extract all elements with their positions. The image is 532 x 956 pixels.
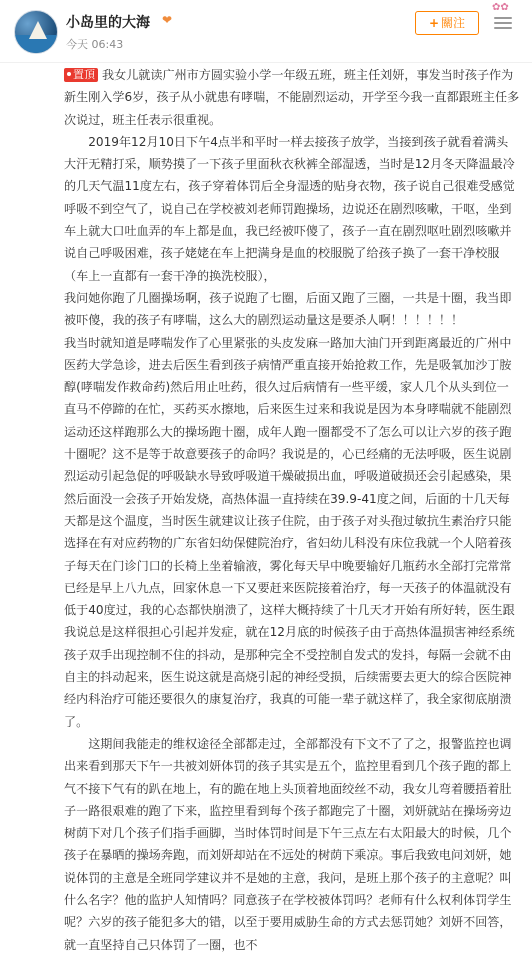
post-paragraph: 我问她你跑了几圈操场啊，孩子说跑了七圈，后面又跑了三圈，一共是十圈，我当即被吓傻，我的孩子有哮喘，这么大的剧烈运动量这是要杀人啊！！！！！！ [64,290,512,328]
plus-icon: + [428,16,440,30]
avatar[interactable] [14,10,58,54]
post-paragraph: 这期间我能走的维权途径全部都走过，全部都没有下文不了了之，报警监控也调出来看到那天下午一共被刘妍体罚的孩子其实是五个，监控里看到几个孩子跑的都上气不接下气有的趴在地上，有的跪在地上头顶着地面绞丝不动，我女儿弯着腰捂着肚子一路很艰难的跑了下来，监控里看到每个孩子都跑完了十圈，刘妍就站在操场旁边树荫下对几个孩子们指手画脚，当时体罚时间是下午三点左右太阳最大的时候，几个孩子在暴晒的操场奔跑，而刘妍却站在不远处的树荫下乘凉。事后我致电问刘妍，她说体罚的主意是全班同学建议并不是她的主意，我问，是班上那个孩子的主意呢？叫什么名字？他的监护人知情吗？同意孩子在学校被体罚吗？老师有什么权利体罚学生呢？六岁的孩子能犯多大的错，以至于要用威胁生命的方式去惩罚她？刘妍不回答，就一直坚持自己只体罚了一圈，也不 [64,736,512,952]
post-paragraph: 我当时就知道是哮喘发作了心里紧张的头皮发麻一路加大油门开到距离最近的广州中医药大学急诊，进去后医生看到孩子病情严重直接开始抢救工作，先是吸氧加沙丁胺醇(哮喘发作救命药)然后用止吐药，很久过后病情有一些平缓，家人几个从头到位一直马不停蹄的在忙，买药买水擦地，后来医生过来和我说是因为本身哮喘就不能剧烈运动还这样跑那么大的操场跑十圈，成年人跑一圈都受不了怎么可以让六岁的孩子跑十圈呢？这不是等于故意要孩子的命吗？我说是的，心已经痛的无法呼吸，医生说剧烈运动引起急促的呼吸缺水导致呼吸道干燥破损出血，呼吸道破损还会引起感染，果然后面没一会孩子开始发烧，高热体温一直持续在39.9-41度之间，后面的十几天每天都是这个温度，当时医生就建议让孩子住院，由于孩子对头孢过敏抗生素治疗只能选择在有对应药物的广东省妇幼保健院治疗，省妇幼儿科没有床位我就一个人陪着孩子每天在门诊门口的长椅上坐着输液，雾化每天早中晚要输好几瓶药水全部打完常常已经是早上八九点，回家休息一下又要赶来医院接着治疗，每一天孩子的体温就没有低于40度过，我的心态都快崩溃了，这样大概持续了十几天才开始有所好转，医生跟我说总是这样很担心引起并发症，就在12月底的时候孩子由于高热体温损害神经系统孩子双手出现控制不住的抖动，是那种完全不受控制自发式的发抖，每隔一会就不由自主的抖动起来，医生说这就是高烧引起的神经受损，后续需要去更大的综合医院神经内科治疗可能还要很久的康复治疗，我真的可能一辈子就这样了，我全家彻底崩溃了。 [64,335,515,729]
follow-label: 關注 [441,16,466,30]
post-header [0,0,532,63]
avatar-sail [29,21,47,39]
vip-badge-icon: ❤ [162,13,173,27]
paragraph-text: 我女儿就读广州市方圆实验小学一年级五班，班主任刘妍，事发当时孩子作为新生刚入学6岁，孩子从小就患有哮喘，不能剧烈运动，开学至今我一直都跟班主任多次说过，班主任表示很重视。 [64,68,520,127]
post-paragraph: 2019年12月10日下午4点半和平时一样去接孩子放学，当接到孩子就看着满头大汗无精打采，顺势摸了一下孩子里面秋衣秋裤全部湿透，当时是12月冬天降温最冷的几天气温11度左右，孩子穿着体罚后全身湿透的贴身衣物，孩子说自己很难受感觉呼吸不到空气了，说自己在学校被刘老师罚跑操场，边说还在剧烈咳嗽，干呕，坐到车上就大口吐血弄的车上都是血，我已经被吓傻了，孩子一直在剧烈呕吐剧烈咳嗽并说自己呼吸困难，孩子姥姥在车上把满身是血的校服脱了给孩子换了一套干净校服（车上一直都有一套干净的换洗校服）， [64,134,515,283]
pinned-badge [64,68,98,82]
more-menu-icon[interactable] [486,14,520,36]
follow-button[interactable] [415,11,479,35]
pin-icon [67,72,71,76]
author-name[interactable]: 小岛里的大海 [66,15,150,31]
post-time: 今天 06:43 [66,38,124,51]
post-paragraph [64,64,520,131]
pinned-label: 置頂 [73,68,95,81]
post-body [64,64,520,956]
decoration-icon: ✿✿ [492,2,509,13]
